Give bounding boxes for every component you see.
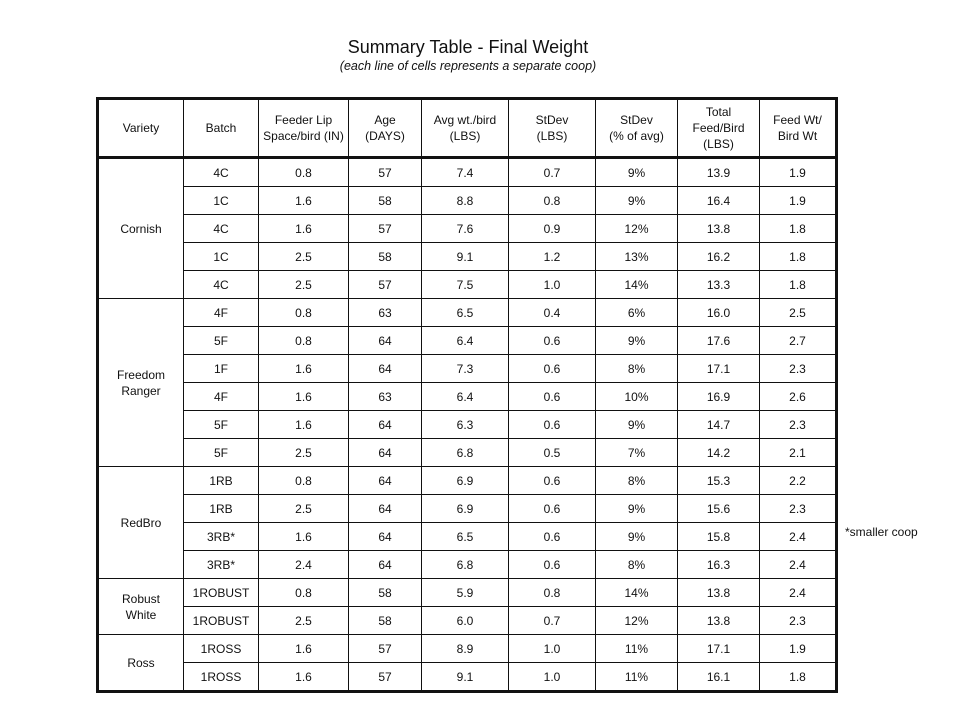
cell-avg-weight: 9.1 <box>422 243 509 271</box>
cell-age: 64 <box>349 439 422 467</box>
cell-feeder-lip-space: 2.5 <box>259 243 349 271</box>
cell-feeder-lip-space: 1.6 <box>259 635 349 663</box>
header-text-line: (LBS) <box>449 129 481 143</box>
cell-stdev-percent: 9% <box>596 187 678 215</box>
cell-avg-weight: 7.4 <box>422 158 509 187</box>
cell-avg-weight: 9.1 <box>422 663 509 692</box>
cell-stdev-percent: 9% <box>596 158 678 187</box>
cell-stdev-percent: 12% <box>596 607 678 635</box>
header-text-line: Space/bird (IN) <box>263 129 344 143</box>
cell-total-feed: 16.9 <box>678 383 760 411</box>
cell-stdev-lbs: 0.7 <box>509 607 596 635</box>
cell-stdev-lbs: 0.6 <box>509 551 596 579</box>
cell-stdev-percent: 11% <box>596 663 678 692</box>
cell-stdev-lbs: 1.0 <box>509 663 596 692</box>
cell-total-feed: 16.3 <box>678 551 760 579</box>
cell-batch: 4C <box>184 158 259 187</box>
cell-total-feed: 16.1 <box>678 663 760 692</box>
cell-total-feed: 15.6 <box>678 495 760 523</box>
cell-feed-to-bird-ratio: 2.4 <box>760 551 837 579</box>
cell-total-feed: 17.1 <box>678 355 760 383</box>
variety-cell <box>98 635 184 692</box>
cell-age: 63 <box>349 383 422 411</box>
table-row <box>98 523 837 551</box>
cell-feed-to-bird-ratio: 1.8 <box>760 271 837 299</box>
cell-age: 64 <box>349 495 422 523</box>
cell-batch: 1ROSS <box>184 663 259 692</box>
cell-stdev-lbs: 0.7 <box>509 158 596 187</box>
cell-age: 57 <box>349 271 422 299</box>
cell-avg-weight: 8.9 <box>422 635 509 663</box>
table-row <box>98 158 837 187</box>
table-row <box>98 243 837 271</box>
cell-feed-to-bird-ratio: 1.8 <box>760 215 837 243</box>
cell-feed-to-bird-ratio: 2.4 <box>760 579 837 607</box>
table-row <box>98 663 837 692</box>
cell-stdev-percent: 9% <box>596 411 678 439</box>
column-header-variety <box>98 99 184 158</box>
cell-batch: 4C <box>184 271 259 299</box>
cell-feeder-lip-space: 2.5 <box>259 607 349 635</box>
column-header-stdev-percent <box>596 99 678 158</box>
header-text-line: Variety <box>122 121 160 135</box>
cell-feed-to-bird-ratio: 1.8 <box>760 663 837 692</box>
cell-batch: 3RB* <box>184 523 259 551</box>
table-row <box>98 355 837 383</box>
header-text-line: StDev <box>620 113 653 127</box>
table-row <box>98 635 837 663</box>
cell-stdev-percent: 8% <box>596 355 678 383</box>
table-row <box>98 271 837 299</box>
variety-name-line: Ross <box>127 655 155 670</box>
cell-feed-to-bird-ratio: 1.9 <box>760 158 837 187</box>
variety-name-line: Freedom <box>116 367 166 382</box>
cell-feeder-lip-space: 1.6 <box>259 355 349 383</box>
table-row <box>98 327 837 355</box>
cell-feeder-lip-space: 0.8 <box>259 467 349 495</box>
cell-feed-to-bird-ratio: 2.5 <box>760 299 837 327</box>
cell-feed-to-bird-ratio: 1.9 <box>760 187 837 215</box>
cell-feeder-lip-space: 1.6 <box>259 411 349 439</box>
cell-total-feed: 13.9 <box>678 158 760 187</box>
cell-avg-weight: 7.3 <box>422 355 509 383</box>
cell-avg-weight: 6.8 <box>422 551 509 579</box>
table-row <box>98 495 837 523</box>
table-row <box>98 187 837 215</box>
cell-stdev-lbs: 0.4 <box>509 299 596 327</box>
header-text-line: Avg wt./bird <box>433 113 497 127</box>
cell-total-feed: 14.7 <box>678 411 760 439</box>
cell-stdev-lbs: 0.8 <box>509 579 596 607</box>
header-row <box>98 99 837 158</box>
cell-batch: 1ROBUST <box>184 579 259 607</box>
cell-feed-to-bird-ratio: 2.3 <box>760 607 837 635</box>
column-header-batch <box>184 99 259 158</box>
cell-avg-weight: 6.9 <box>422 467 509 495</box>
cell-age: 57 <box>349 635 422 663</box>
cell-avg-weight: 6.5 <box>422 299 509 327</box>
header-text-line: Feeder Lip <box>274 113 333 127</box>
table-row <box>98 383 837 411</box>
cell-total-feed: 16.0 <box>678 299 760 327</box>
cell-total-feed: 13.8 <box>678 215 760 243</box>
table-row <box>98 439 837 467</box>
cell-feeder-lip-space: 2.4 <box>259 551 349 579</box>
cell-age: 64 <box>349 327 422 355</box>
variety-name-line: Ranger <box>121 383 161 398</box>
cell-avg-weight: 7.6 <box>422 215 509 243</box>
column-header-avg-weight <box>422 99 509 158</box>
variety-name-line: RedBro <box>120 515 162 530</box>
cell-avg-weight: 6.4 <box>422 327 509 355</box>
cell-total-feed: 17.6 <box>678 327 760 355</box>
table-row <box>98 411 837 439</box>
cell-stdev-percent: 9% <box>596 523 678 551</box>
table-row <box>98 579 837 607</box>
column-header-total-feed <box>678 99 760 158</box>
cell-feeder-lip-space: 1.6 <box>259 383 349 411</box>
cell-feed-to-bird-ratio: 1.9 <box>760 635 837 663</box>
cell-avg-weight: 6.5 <box>422 523 509 551</box>
cell-age: 57 <box>349 663 422 692</box>
cell-avg-weight: 6.3 <box>422 411 509 439</box>
cell-age: 57 <box>349 215 422 243</box>
cell-total-feed: 14.2 <box>678 439 760 467</box>
cell-feed-to-bird-ratio: 2.2 <box>760 467 837 495</box>
cell-feeder-lip-space: 0.8 <box>259 158 349 187</box>
cell-stdev-percent: 8% <box>596 467 678 495</box>
cell-stdev-percent: 7% <box>596 439 678 467</box>
cell-batch: 1C <box>184 243 259 271</box>
cell-stdev-lbs: 0.6 <box>509 355 596 383</box>
table-row <box>98 299 837 327</box>
cell-age: 58 <box>349 579 422 607</box>
cell-total-feed: 17.1 <box>678 635 760 663</box>
cell-batch: 1RB <box>184 495 259 523</box>
cell-stdev-lbs: 0.6 <box>509 467 596 495</box>
cell-batch: 1RB <box>184 467 259 495</box>
cell-total-feed: 13.8 <box>678 579 760 607</box>
column-header-stdev-lbs <box>509 99 596 158</box>
cell-feed-to-bird-ratio: 2.1 <box>760 439 837 467</box>
header-text-line: Total <box>705 105 732 119</box>
header-text-line: Age <box>374 113 396 127</box>
header-text-line: Bird Wt <box>777 129 818 143</box>
variety-name-line: Robust <box>121 591 161 606</box>
variety-name-line: White <box>125 607 157 622</box>
cell-feeder-lip-space: 2.5 <box>259 439 349 467</box>
cell-feeder-lip-space: 2.5 <box>259 495 349 523</box>
page-subtitle: (each line of cells represents a separate coop) <box>339 59 597 73</box>
cell-stdev-lbs: 1.0 <box>509 271 596 299</box>
header-text-line: Feed Wt/ <box>773 113 822 127</box>
table-row <box>98 607 837 635</box>
cell-total-feed: 16.2 <box>678 243 760 271</box>
cell-avg-weight: 6.8 <box>422 439 509 467</box>
cell-stdev-percent: 14% <box>596 579 678 607</box>
cell-feeder-lip-space: 0.8 <box>259 299 349 327</box>
cell-avg-weight: 6.9 <box>422 495 509 523</box>
cell-age: 64 <box>349 411 422 439</box>
cell-stdev-lbs: 0.6 <box>509 383 596 411</box>
cell-avg-weight: 5.9 <box>422 579 509 607</box>
cell-age: 57 <box>349 158 422 187</box>
footnote: *smaller coop <box>845 525 918 539</box>
cell-batch: 4F <box>184 299 259 327</box>
variety-cell <box>98 158 184 299</box>
cell-stdev-lbs: 0.6 <box>509 411 596 439</box>
cell-age: 58 <box>349 607 422 635</box>
cell-batch: 1F <box>184 355 259 383</box>
cell-stdev-lbs: 0.5 <box>509 439 596 467</box>
cell-batch: 1C <box>184 187 259 215</box>
column-header-age <box>349 99 422 158</box>
cell-feeder-lip-space: 0.8 <box>259 579 349 607</box>
cell-stdev-lbs: 0.6 <box>509 495 596 523</box>
cell-feed-to-bird-ratio: 2.3 <box>760 411 837 439</box>
cell-stdev-lbs: 0.6 <box>509 523 596 551</box>
cell-feed-to-bird-ratio: 2.7 <box>760 327 837 355</box>
cell-feeder-lip-space: 1.6 <box>259 663 349 692</box>
header-text-line: (DAYS) <box>365 129 405 143</box>
cell-total-feed: 15.3 <box>678 467 760 495</box>
cell-stdev-percent: 12% <box>596 215 678 243</box>
cell-stdev-lbs: 0.9 <box>509 215 596 243</box>
cell-avg-weight: 7.5 <box>422 271 509 299</box>
cell-stdev-percent: 9% <box>596 327 678 355</box>
cell-batch: 4F <box>184 383 259 411</box>
variety-cell <box>98 299 184 467</box>
table-row <box>98 467 837 495</box>
cell-age: 58 <box>349 187 422 215</box>
variety-cell <box>98 579 184 635</box>
cell-stdev-percent: 6% <box>596 299 678 327</box>
cell-batch: 4C <box>184 215 259 243</box>
cell-age: 64 <box>349 467 422 495</box>
table-row <box>98 551 837 579</box>
cell-batch: 1ROBUST <box>184 607 259 635</box>
cell-feed-to-bird-ratio: 2.3 <box>760 495 837 523</box>
cell-stdev-percent: 8% <box>596 551 678 579</box>
cell-avg-weight: 8.8 <box>422 187 509 215</box>
cell-age: 63 <box>349 299 422 327</box>
cell-batch: 1ROSS <box>184 635 259 663</box>
cell-batch: 3RB* <box>184 551 259 579</box>
cell-stdev-percent: 13% <box>596 243 678 271</box>
cell-stdev-lbs: 0.6 <box>509 327 596 355</box>
cell-stdev-percent: 9% <box>596 495 678 523</box>
cell-feeder-lip-space: 1.6 <box>259 215 349 243</box>
cell-age: 64 <box>349 355 422 383</box>
cell-batch: 5F <box>184 327 259 355</box>
cell-total-feed: 13.8 <box>678 607 760 635</box>
table-row <box>98 215 837 243</box>
cell-feeder-lip-space: 1.6 <box>259 187 349 215</box>
cell-age: 64 <box>349 551 422 579</box>
cell-age: 64 <box>349 523 422 551</box>
header-text-line: (LBS) <box>703 137 734 151</box>
header-text-line: (% of avg) <box>609 129 664 143</box>
cell-total-feed: 15.8 <box>678 523 760 551</box>
header-text-line: Feed/Bird <box>692 121 745 135</box>
cell-avg-weight: 6.0 <box>422 607 509 635</box>
cell-age: 58 <box>349 243 422 271</box>
cell-batch: 5F <box>184 411 259 439</box>
cell-feeder-lip-space: 1.6 <box>259 523 349 551</box>
cell-stdev-percent: 10% <box>596 383 678 411</box>
cell-feed-to-bird-ratio: 2.3 <box>760 355 837 383</box>
cell-total-feed: 16.4 <box>678 187 760 215</box>
cell-stdev-lbs: 1.2 <box>509 243 596 271</box>
cell-batch: 5F <box>184 439 259 467</box>
cell-feeder-lip-space: 0.8 <box>259 327 349 355</box>
header-text-line: StDev <box>535 113 569 127</box>
table-body <box>98 158 837 692</box>
cell-stdev-percent: 11% <box>596 635 678 663</box>
page-title: Summary Table - Final Weight <box>347 37 589 57</box>
cell-feed-to-bird-ratio: 2.4 <box>760 523 837 551</box>
cell-feeder-lip-space: 2.5 <box>259 271 349 299</box>
cell-stdev-lbs: 1.0 <box>509 635 596 663</box>
header-text-line: (LBS) <box>536 129 568 143</box>
cell-total-feed: 13.3 <box>678 271 760 299</box>
header-text-line: Batch <box>205 121 237 135</box>
variety-name-line: Cornish <box>120 221 162 236</box>
cell-feed-to-bird-ratio: 1.8 <box>760 243 837 271</box>
cell-stdev-lbs: 0.8 <box>509 187 596 215</box>
variety-cell <box>98 467 184 579</box>
cell-stdev-percent: 14% <box>596 271 678 299</box>
summary-table <box>96 97 838 693</box>
column-header-feed-to-bird-ratio <box>760 99 837 158</box>
cell-avg-weight: 6.4 <box>422 383 509 411</box>
column-header-feeder-lip-space <box>259 99 349 158</box>
cell-feed-to-bird-ratio: 2.6 <box>760 383 837 411</box>
